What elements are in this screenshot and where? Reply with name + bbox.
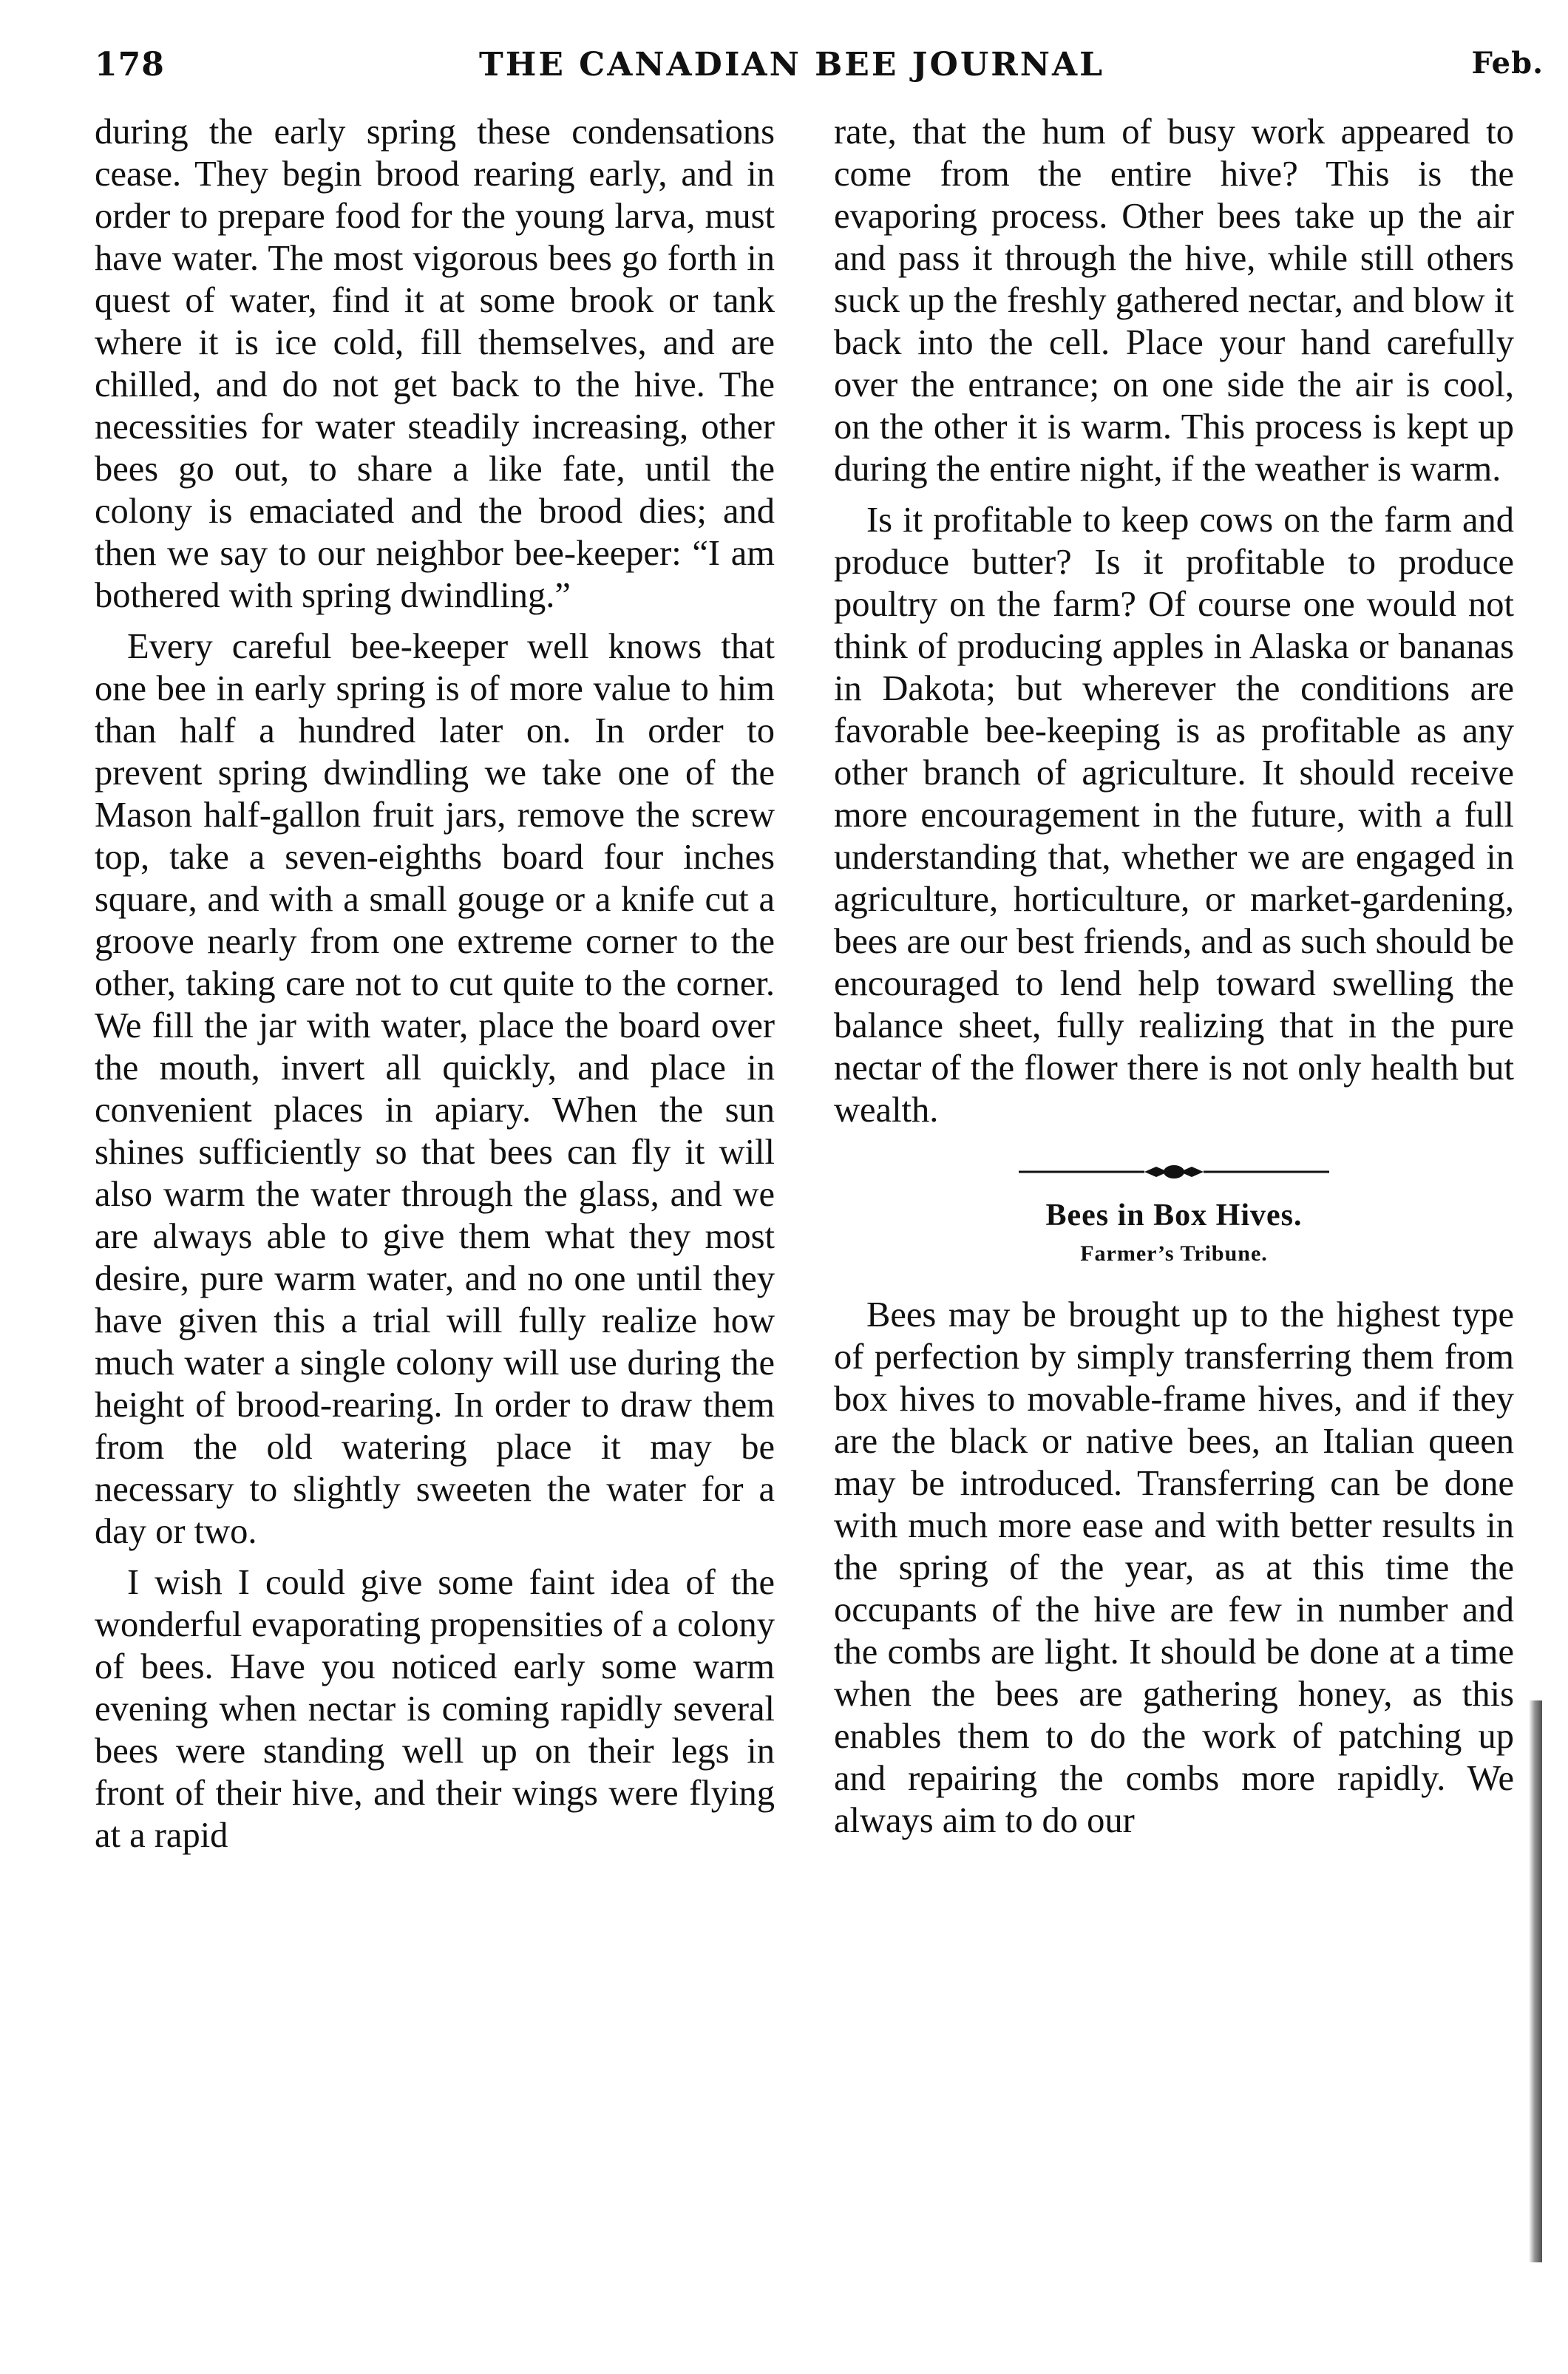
left-column [95, 111, 775, 1865]
right-column [834, 111, 1514, 1851]
journal-title: THE CANADIAN BEE JOURNAL [479, 46, 1105, 84]
page-number: 178 [95, 46, 165, 84]
paragraph: Every careful bee-keeper well knows that one bee in early spring is of more value to him than half a hundred later on. In order to prevent spring dwindling we take one of the Mason half-gallon fruit jars, remove the screw top, take a seven-eighths board four inches square, and with a small gouge or a knife cut a groove nearly from one extreme corner to the other, taking care not to cut quite to the corner. We fill the jar with water, place the board over the mouth, invert all quickly, and place in convenient places in apiary. When the sun shines sufficiently so that bees can fly it will also warm the water through the glass, and we are always able to give them what they most desire, pure warm water, and no one until they have given this a trial will fully realize how much water a single colony will use during the height of brood-rearing. In order to draw them from the old watering place it may be necessary to slightly sweeten the water for a day or two. [95, 627, 775, 1551]
divider-ornament-icon [1011, 1161, 1337, 1183]
issue-month: Feb. [1471, 46, 1544, 81]
running-head [95, 46, 1544, 98]
paragraph: during the early spring these condensations cease. They begin brood rearing early, and in order to prepare food for the young larva, must have water. The most vigorous bees go forth in quest of water, find it at some brook or tank where it is ice cold, fill themselves, and are chilled, and do not get back to the hive. The necessities for water steadily increasing, other bees go out, to share a like fate, until the colony is emaciated and the brood dies; and then we say to our neighbor bee-keeper: “I am bothered with spring dwindling.” [95, 112, 775, 615]
paragraph: I wish I could give some faint idea of the wonderful evaporating propensities of a colony of bees. Have you noticed early some warm evening when nectar is coming rapidly several bees were standing well up on their legs in front of their hive, and their wings were flying at a rapid [95, 1563, 775, 1855]
paragraph: rate, that the hum of busy work appeared to come from the entire hive? This is the evaporing process. Other bees take up the air and pass it through the hive, while still others suck up the freshly gathered nectar, and blow it back into the cell. Place your hand carefully over the entrance; on one side the air is cool, on the other it is warm. This process is kept up during the entire night, if the weather is warm. [834, 112, 1514, 489]
ornamental-divider [1011, 1161, 1337, 1183]
section-heading: Bees in Box Hives. [1045, 1198, 1303, 1232]
paragraph: Is it profitable to keep cows on the farm and produce butter? Is it profitable to produce poultry on the farm? Of course one would not think of producing apples in Alaska or bananas in Dakota; but wherever the conditions are favorable bee-keeping is as profitable as any other branch of agriculture. It should receive more encouragement in the future, with a full understanding that, whether we are engaged in agriculture, horticulture, or market-gardening, bees are our best friends, and as such should be encouraged to lend help toward swelling the balance sheet, fully realizing that in the pure nectar of the flower there is not only health but wealth. [834, 501, 1514, 1130]
page-edge-shadow [1529, 1700, 1542, 2262]
paragraph: Bees may be brought up to the highest type of perfection by simply transferring them from box hives to movable-frame hives, and if they are the black or native bees, an Italian queen may be introduced. Transferring can be done with much more ease and with better results in the spring of the year, as at this time the occupants of the hive are few in number and the combs are light. It should be done at a time when the bees are gathering honey, as this enables them to do the work of patching up and repairing the combs more rapidly. We always aim to do our [834, 1295, 1514, 1840]
section-source: Farmer’s Tribune. [1080, 1241, 1268, 1266]
